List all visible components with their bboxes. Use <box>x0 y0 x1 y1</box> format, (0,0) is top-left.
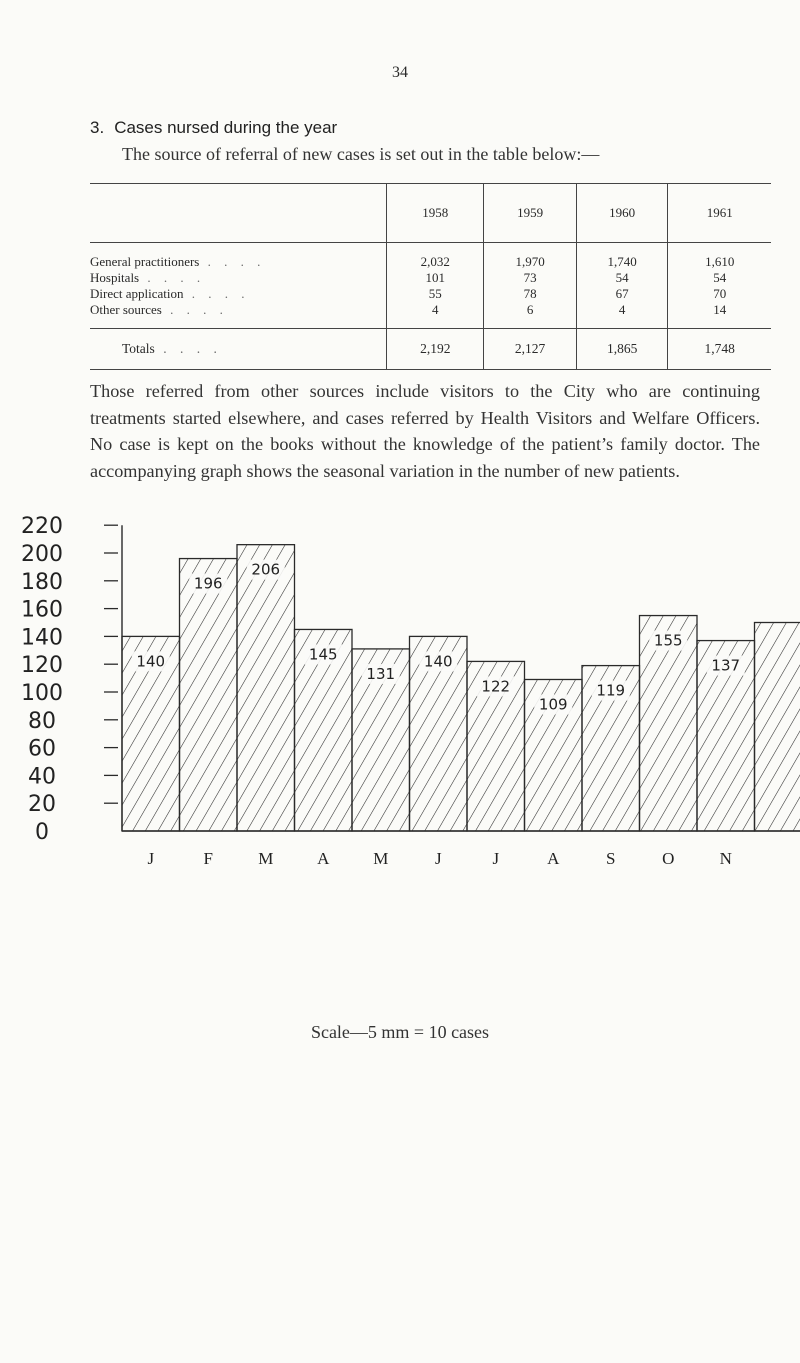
y-tick-label: 80 <box>28 708 56 734</box>
table-cell: 1,740 <box>576 243 668 271</box>
month-label: A <box>317 849 330 868</box>
intro-text: The source of referral of new cases is set out in the table below:— <box>122 144 600 164</box>
table-cell: 55 <box>387 286 484 302</box>
y-tick-label: 140 <box>21 625 63 651</box>
y-tick-label: 100 <box>21 681 63 706</box>
table-cell: 1,970 <box>484 243 577 271</box>
month-label: S <box>606 849 616 868</box>
value-label: 196 <box>193 574 223 593</box>
value-label: 206 <box>251 560 281 579</box>
month-label: J <box>434 849 442 868</box>
month-label: J <box>147 849 155 868</box>
table-header-blank <box>90 184 387 243</box>
value-label: 145 <box>308 645 338 664</box>
table-row <box>90 270 771 286</box>
referral-table <box>90 183 771 370</box>
month-label: J <box>492 849 500 868</box>
seasonal-bar-chart <box>0 510 800 868</box>
y-tick-label: 160 <box>21 597 63 623</box>
table-cell: 101 <box>387 270 484 286</box>
dot-leader: . . . . <box>154 341 222 356</box>
table-row <box>90 243 771 271</box>
table-cell: 54 <box>668 270 771 286</box>
totals-row <box>90 329 771 370</box>
table-cell: 14 <box>668 302 771 329</box>
table-cell: 67 <box>576 286 668 302</box>
section-heading <box>90 118 337 138</box>
table-cell: 54 <box>576 270 668 286</box>
table-cell: 2,032 <box>387 243 484 271</box>
row-label: Other sources . . . . <box>90 302 228 317</box>
y-tick-label: 40 <box>28 764 56 790</box>
dot-leader: . . . . <box>161 302 228 317</box>
section-title: Cases nursed during the year <box>114 118 338 137</box>
month-label: N <box>719 849 732 868</box>
value-label: 155 <box>653 631 683 650</box>
totals-cell: 1,865 <box>576 329 668 370</box>
totals-cell: 1,748 <box>668 329 771 370</box>
chart-bar <box>237 545 295 831</box>
row-label: Direct application . . . . <box>90 286 250 301</box>
y-tick-label: 220 <box>21 514 63 540</box>
table-cell: 4 <box>576 302 668 329</box>
table-cell: 73 <box>484 270 577 286</box>
dot-leader: . . . . <box>139 270 206 285</box>
month-label: M <box>258 849 274 868</box>
month-label: F <box>203 849 213 868</box>
month-label: O <box>662 849 675 868</box>
chart-bar <box>180 559 238 831</box>
col-header: 1958 <box>387 184 484 243</box>
page-number: 34 <box>392 64 408 81</box>
section-number: 3. <box>90 118 105 137</box>
body-paragraph: Those referred from other sources include visitors to the City who are continuing treatments started elsewhere, and cases referred by Health Visitors and Welfare Officers. No case is kept on the books without the knowledge of the patient’s family doctor. The accompanying graph shows the seasonal variation in the number of new patients. <box>90 381 760 481</box>
table-cell: 6 <box>484 302 577 329</box>
value-label: 137 <box>711 656 741 675</box>
dot-leader: . . . . <box>199 254 266 269</box>
row-label: Hospitals . . . . <box>90 270 206 285</box>
scale-note: Scale—5 mm = 10 cases <box>310 1022 490 1042</box>
row-label: General practitioners . . . . <box>90 254 266 269</box>
table-header-row <box>90 184 771 243</box>
y-tick-label: 200 <box>21 542 63 567</box>
y-tick-label: 180 <box>21 569 63 595</box>
table-cell: 4 <box>387 302 484 329</box>
totals-cell: 2,127 <box>484 329 577 370</box>
value-label: 122 <box>481 677 511 696</box>
totals-cell: 2,192 <box>387 329 484 370</box>
col-header: 1959 <box>484 184 577 243</box>
table-cell: 1,610 <box>668 243 771 271</box>
y-tick-label: 20 <box>28 792 56 818</box>
dot-leader: . . . . <box>183 286 250 301</box>
table-row <box>90 286 771 302</box>
month-label: A <box>547 849 560 868</box>
table-cell: 78 <box>484 286 577 302</box>
month-label: M <box>373 849 389 868</box>
col-header: 1960 <box>576 184 668 243</box>
y-tick-label: 60 <box>28 736 56 762</box>
value-label: 109 <box>538 695 568 714</box>
value-label: 131 <box>366 664 396 683</box>
value-label: 140 <box>423 652 453 671</box>
chart-bar <box>755 623 800 832</box>
y-tick-label: 120 <box>21 653 63 679</box>
col-header: 1961 <box>668 184 771 243</box>
table-cell: 70 <box>668 286 771 302</box>
y-tick-label: 0 <box>35 820 49 845</box>
value-label: 140 <box>136 652 166 671</box>
table-row <box>90 302 771 329</box>
totals-label: Totals . . . . <box>90 329 387 370</box>
value-label: 119 <box>596 681 626 700</box>
